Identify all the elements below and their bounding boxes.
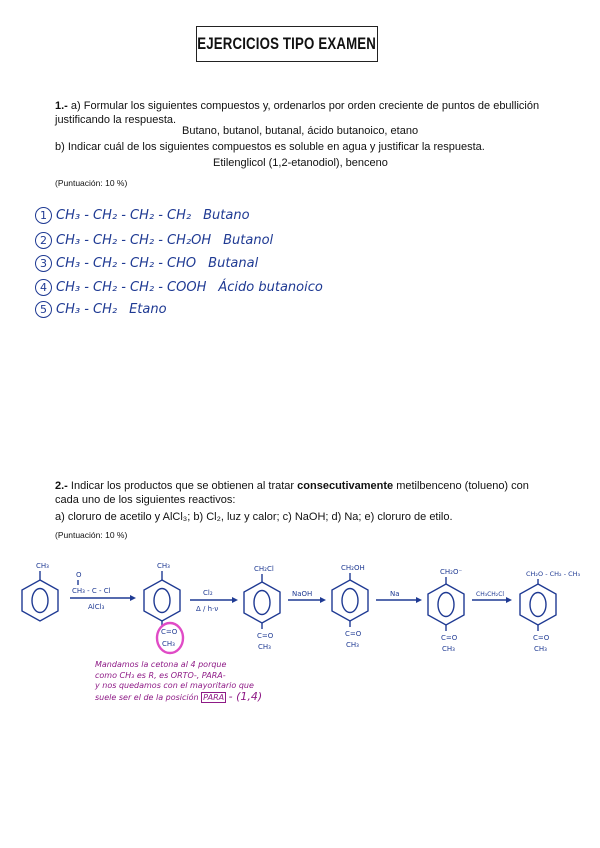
q2-text-1: Indicar los productos que se obtienen al tratar	[67, 480, 298, 492]
q1-a-text: a) Formular los siguientes compuestos y, ordenarlos por orden creciente de puntos de ebullición justificando la respuesta.	[55, 100, 540, 126]
note-para-boxed: PARA	[203, 692, 225, 702]
product-a-ch3: CH₃	[157, 562, 170, 570]
product-e-co: C=O	[533, 634, 550, 642]
arrow-2-top: Cl₂	[203, 589, 213, 597]
title-box	[196, 26, 378, 62]
reaction-scheme	[0, 560, 600, 670]
product-c-ch2oh: CH₂OH	[341, 564, 365, 572]
arrow-1-o: O	[76, 571, 82, 579]
arrow-1-top: CH₃ - C - Cl	[72, 587, 111, 595]
q1-part-a	[55, 99, 555, 127]
q1-a-list: Butano, butanol, butanal, ácido butanoico, etano	[182, 125, 419, 137]
answer-3	[35, 253, 258, 272]
q1-b-list: Etilenglicol (1,2-etanodiol), benceno	[213, 157, 388, 169]
answer-number: 2	[35, 232, 52, 249]
arrow-5-top: CH₃CH₂Cl	[476, 591, 505, 598]
q2-statement	[55, 479, 555, 507]
answer-formula: CH₃ - CH₂ - CH₂ - CH₂	[56, 208, 192, 223]
product-c-ch3: CH₃	[346, 641, 359, 649]
q2-bold: consecutivamente	[297, 480, 394, 492]
product-b-co: C=O	[257, 632, 274, 640]
answer-formula: CH₃ - CH₂ - CH₂ - COOH	[56, 280, 207, 295]
note-line-4	[95, 689, 263, 704]
product-c-co: C=O	[345, 630, 362, 638]
answer-number: 3	[35, 255, 52, 272]
answer-number: 4	[35, 279, 52, 296]
q2-number: 2.-	[55, 480, 68, 492]
product-c-ring	[332, 573, 368, 627]
arrow-3-top: NaOH	[292, 590, 313, 598]
product-e-ch3: CH₃	[534, 645, 547, 653]
answer-formula: CH₃ - CH₂ - CH₂ - CHO	[56, 256, 197, 271]
product-d-ring	[428, 577, 464, 631]
q1-b-text: b) Indicar cuál de los siguientes compuestos es soluble en agua y justificar la respuesta.	[55, 141, 485, 153]
answer-name: Butanal	[208, 256, 259, 271]
answer-name: Etano	[129, 302, 167, 317]
answer-2	[35, 230, 273, 249]
arrow-4-top: Na	[390, 590, 400, 598]
toluene-ring	[22, 571, 58, 621]
note-line-1: Mandamos la cetona al 4 porque	[95, 660, 227, 669]
product-a-ch3-bottom: CH₃	[162, 640, 175, 648]
product-a-ring	[144, 571, 180, 626]
q2-reactives: a) cloruro de acetilo y AlCl₃; b) Cl₂, luz y calor; c) NaOH; d) Na; e) cloruro de etilo.	[55, 511, 453, 523]
product-b-ch2cl: CH₂Cl	[254, 565, 274, 573]
arrow-1-bottom: AlCl₃	[88, 603, 105, 611]
answer-4	[35, 277, 323, 296]
product-e-ring	[520, 579, 556, 631]
q1-number: 1.-	[55, 100, 68, 112]
answer-number: 1	[35, 207, 52, 224]
answer-name: Butanol	[223, 233, 274, 248]
product-d-co: C=O	[441, 634, 458, 642]
answer-name: Butano	[203, 208, 250, 223]
handwritten-note	[95, 660, 262, 703]
q2-score: (Puntuación: 10 %)	[55, 530, 128, 540]
answer-name: Ácido butanoico	[218, 280, 323, 295]
product-a-co: C=O	[161, 628, 178, 636]
product-d-ch3: CH₃	[442, 645, 455, 653]
page-title: EJERCICIOS TIPO EXAMEN	[197, 34, 377, 53]
answer-number: 5	[35, 301, 52, 318]
arrow-2-bottom: Δ / h·ν	[196, 605, 219, 613]
note-line-3: y nos quedamos con el mayoritario que	[95, 681, 254, 690]
answer-5	[35, 299, 167, 318]
note-line-2: como CH₃ es R, es ORTO-, PARA-	[95, 670, 226, 680]
note-line-4-start: suele ser el de la posición	[95, 692, 199, 702]
product-d-ch2o: CH₂O⁻	[440, 568, 463, 576]
note-position: - (1,4)	[228, 689, 263, 703]
product-b-ch3: CH₃	[258, 643, 271, 651]
toluene-ch3: CH₃	[36, 562, 49, 570]
answer-1	[35, 205, 250, 224]
answer-formula: CH₃ - CH₂	[56, 302, 118, 317]
q1-score: (Puntuación: 10 %)	[55, 178, 128, 188]
q2-text-2: metilbenceno (tolueno) con cada uno de los siguientes reactivos:	[55, 480, 529, 506]
product-e-ether: CH₂O - CH₂ - CH₃	[526, 570, 581, 578]
product-b-ring	[244, 574, 280, 629]
answer-formula: CH₃ - CH₂ - CH₂ - CH₂OH	[56, 233, 212, 248]
